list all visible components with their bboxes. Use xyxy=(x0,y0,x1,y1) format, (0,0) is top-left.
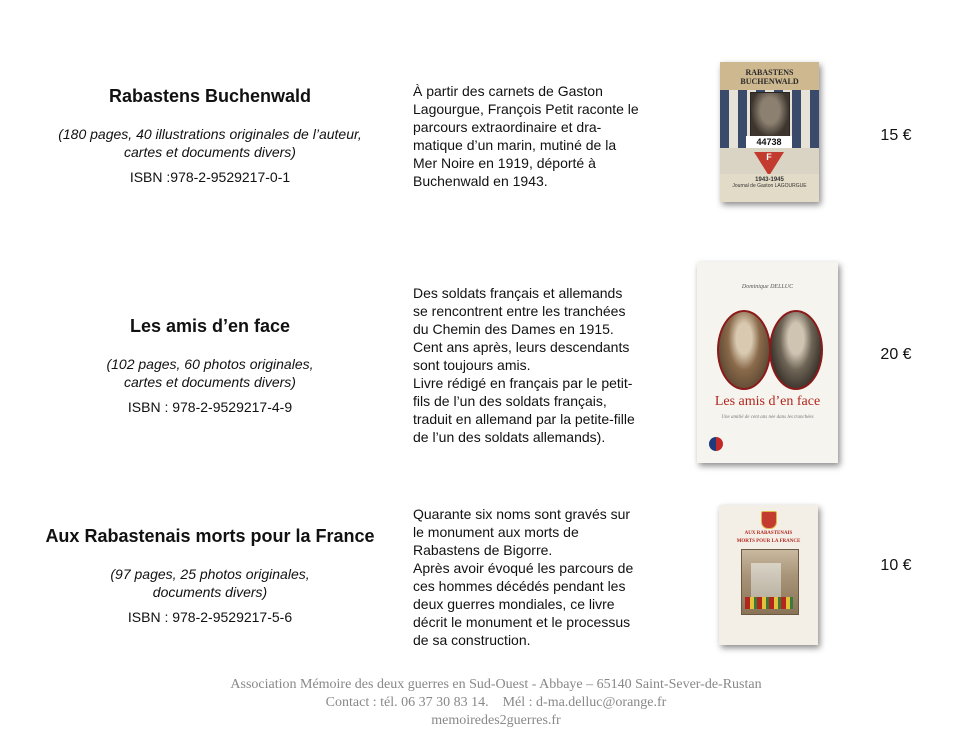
book-3-cover-title xyxy=(719,530,818,546)
book-3-price: 10 € xyxy=(880,557,912,574)
book-3-description xyxy=(413,505,656,649)
book-1-cover-title-line1: RABASTENS xyxy=(745,68,794,77)
book-1-cover-image xyxy=(720,62,819,202)
book-2-cover-portrait-left xyxy=(717,310,771,390)
book-2-cover-title: Les amis d’en face xyxy=(714,394,821,409)
book-1-desc-line: Mer Noire en 1919, déporté à xyxy=(413,155,596,171)
book-3-desc-line: Rabastens de Bigorre. xyxy=(413,542,553,558)
book-1-cover-number: 44738 xyxy=(746,136,792,148)
book-2-desc-line: de l’un des soldats allemands). xyxy=(413,429,606,445)
book-3-details xyxy=(20,565,400,601)
book-2-details xyxy=(40,355,380,391)
book-1-desc-line: Buchenwald en 1943. xyxy=(413,173,548,189)
book-3-cover-flowers xyxy=(745,597,793,609)
book-3-details-line1: (97 pages, 25 photos originales, xyxy=(110,566,310,582)
book-3-desc-line: ces hommes décédés pendant les xyxy=(413,578,626,594)
book-3-desc-line: Après avoir évoqué les parcours de xyxy=(413,560,634,576)
book-1-cover-bottom-line1: 1943-1945 xyxy=(755,177,784,183)
book-3-desc-line: deux guerres mondiales, ce livre xyxy=(413,596,615,612)
book-1-description xyxy=(413,82,656,190)
book-3-cover-title-line1: AUX RABASTENAIS xyxy=(744,531,793,536)
book-2-desc-line: Des soldats français et allemands xyxy=(413,285,623,301)
book-3-desc-line: de sa construction. xyxy=(413,632,531,648)
book-1-cover-title-line2: BUCHENWALD xyxy=(740,77,799,86)
book-2-cover-image xyxy=(697,262,838,463)
book-2-cover-logo-icon xyxy=(709,437,723,451)
book-2-desc-line: Cent ans après, leurs descendants xyxy=(413,339,630,355)
book-1-details-line2: cartes et documents divers) xyxy=(124,144,296,160)
book-2-details-line1: (102 pages, 60 photos originales, xyxy=(106,356,314,372)
book-1-price: 15 € xyxy=(880,127,912,144)
book-3-title: Aux Rabastenais morts pour la France xyxy=(45,526,375,546)
book-2-title: Les amis d’en face xyxy=(129,316,291,336)
book-2-info xyxy=(40,316,380,415)
book-3-cover-crest-icon xyxy=(761,511,777,529)
book-1-details xyxy=(40,125,380,161)
book-3-desc-line: décrit le monument et le processus xyxy=(413,614,631,630)
book-2-price: 20 € xyxy=(880,346,912,363)
footer-contact-line: Contact : tél. 06 37 30 83 14. Mél : d-ma.delluc@orange.fr xyxy=(325,695,667,710)
book-3-isbn: ISBN : 978-2-9529217-5-6 xyxy=(127,609,293,625)
book-3-details-line2: documents divers) xyxy=(152,584,268,600)
book-2-isbn: ISBN : 978-2-9529217-4-9 xyxy=(127,399,293,415)
book-1-desc-line: matique d’un marin, mutiné de la xyxy=(413,137,617,153)
book-1-cover-title xyxy=(720,62,819,90)
book-2-desc-line: se rencontrent entre les tranchées xyxy=(413,303,626,319)
book-3-info xyxy=(20,526,400,625)
book-1-cover-bottom-line2: Journal de Gaston LAGOURGUE xyxy=(732,183,807,189)
book-2-desc-line: fils de l’un des soldats français, xyxy=(413,393,607,409)
book-2-desc-line: sont toujours amis. xyxy=(413,357,531,373)
book-1-cover-triangle-letter: F xyxy=(766,152,772,162)
footer-website-link[interactable]: memoiredes2guerres.fr xyxy=(431,713,561,728)
footer-association: Association Mémoire des deux guerres en Sud-Ouest - Abbaye – 65140 Saint-Sever-de-Rustan xyxy=(230,677,762,692)
book-1-isbn: ISBN :978-2-9529217-0-1 xyxy=(129,169,291,185)
book-1-title: Rabastens Buchenwald xyxy=(108,86,312,106)
book-1-cover-bottom xyxy=(720,174,819,202)
book-3-desc-line: Quarante six noms sont gravés sur xyxy=(413,506,631,522)
footer-contact xyxy=(160,676,832,730)
book-1-desc-line: parcours extraordinaire et dra- xyxy=(413,119,602,135)
book-1-cover-portrait xyxy=(750,92,790,138)
book-1-desc-line: Lagourgue, François Petit raconte le xyxy=(413,101,639,117)
book-1-info xyxy=(40,86,380,185)
book-1-desc-line: À partir des carnets de Gaston xyxy=(413,83,603,99)
book-2-desc-line: traduit en allemand par la petite-fille xyxy=(413,411,635,427)
book-3-cover-title-line2: MORTS POUR LA FRANCE xyxy=(736,539,801,544)
book-3-cover-image xyxy=(719,505,818,645)
book-2-details-line2: cartes et documents divers) xyxy=(124,374,296,390)
book-2-desc-line: du Chemin des Dames en 1915. xyxy=(413,321,614,337)
book-2-desc-line: Livre rédigé en français par le petit- xyxy=(413,375,633,391)
book-2-cover-author: Dominique DELLUC xyxy=(741,284,794,290)
book-1-details-line1: (180 pages, 40 illustrations originales de l’auteur, xyxy=(58,126,362,142)
book-3-desc-line: le monument aux morts de xyxy=(413,524,579,540)
book-2-cover-subtitle: Une amitié de cent ans née dans les tranchées xyxy=(721,415,814,420)
book-2-cover-portrait-right xyxy=(769,310,823,390)
book-2-description xyxy=(413,284,656,446)
